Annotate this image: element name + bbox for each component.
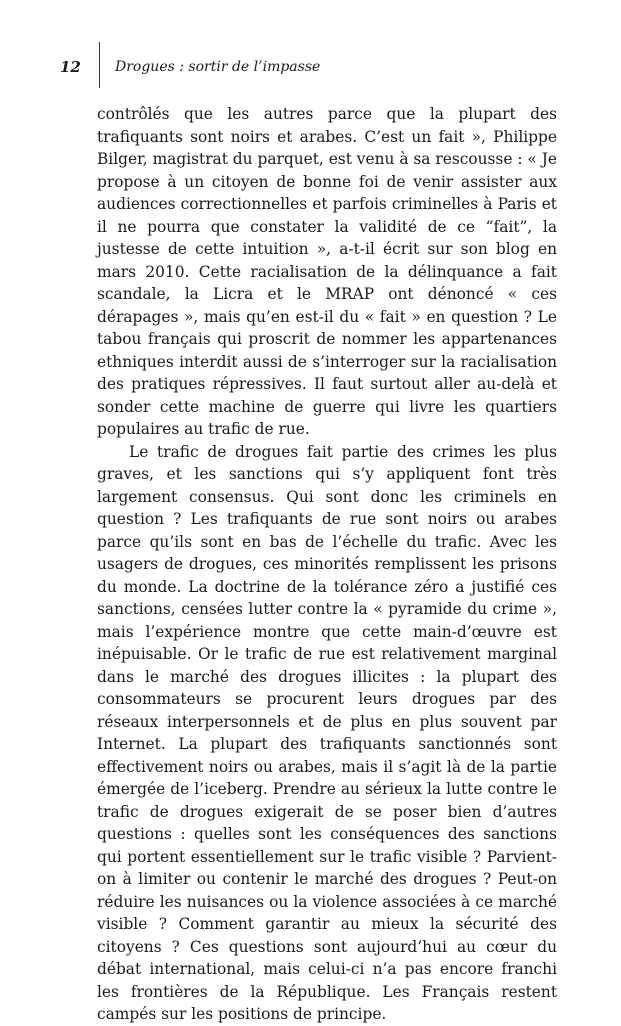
header-divider (99, 42, 100, 88)
body-text (97, 103, 557, 1026)
paragraph: Le trafic de drogues fait partie des crimes les plus graves, et les sanctions qui s’y appliquent font très largement consensus. Qui sont donc les criminels en question ? Les trafiquants de rue sont noirs ou arabes parce qu’ils sont en bas de l’échelle du trafic. Avec les usagers de drogues, ces minorités remplissent les prisons du monde. La doctrine de la tolérance zéro a justifié ces sanctions, censées lutter contre la « pyramide du crime », mais l’expérience montre que cette main-d’œuvre est inépuisable. Or le trafic de rue est relativement marginal dans le marché des drogues illicites : la plupart des consommateurs se procurent leurs drogues par des réseaux interpersonnels et de plus en plus souvent par Internet. La plupart des trafiquants sanctionnés sont effectivement noirs ou arabes, mais il s’agit là de la partie émergée de l’iceberg. Prendre au sérieux la lutte contre le trafic de drogues exigerait de se poser bien d’autres questions : quelles sont les conséquences des sanctions qui portent essentiellement sur le trafic visible ? Parvient-on à limiter ou contenir le marché des drogues ? Peut-on réduire les nuisances ou la violence associées à ce marché visible ? Comment garantir au mieux la sécurité des citoyens ? Ces questions sont aujourd’hui au cœur du débat international, mais celui-ci n’a pas encore franchi les frontières de la République. Les Français restent campés sur les positions de principe. (97, 442, 557, 1023)
paragraph-continued: contrôlés que les autres parce que la plupart des trafiquants sont noirs et arabes. C’est un fait », Philippe Bilger, magistrat du parquet, est venu à sa rescousse : « Je propose à un citoyen de bonne foi de venir assister aux audiences correctionnelles et parfois criminelles à Paris et il ne pourra que constater la validité de ce “fait”, la justesse de cette intuition », a-t-il écrit sur son blog en mars 2010. Cette racialisation de la délinquance a fait scandale, la Licra et le MRAP ont dénoncé « ces dérapages », mais qu’en est-il du « fait » en question ? Le tabou français qui proscrit de nommer les appartenances ethniques interdit aussi de s’interroger sur la racialisation des pratiques répressives. Il faut surtout aller au-delà et sonder cette machine de guerre qui livre les quartiers populaires au trafic de rue. (97, 105, 557, 438)
running-title: Drogues : sortir de l’impasse (115, 59, 321, 75)
page-number: 12 (60, 58, 81, 76)
